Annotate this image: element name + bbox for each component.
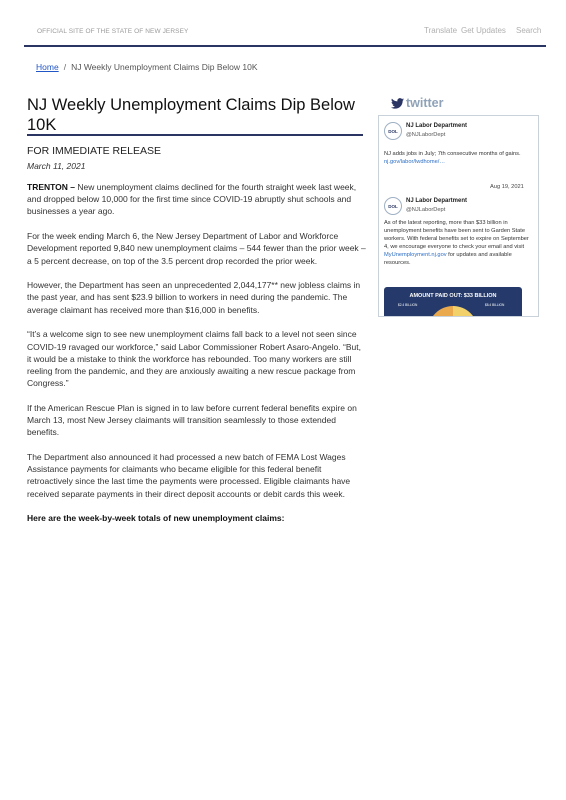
header-divider xyxy=(24,45,546,47)
twitter-header[interactable] xyxy=(391,96,444,110)
tweet-date[interactable]: Aug 19, 2021 xyxy=(490,184,524,190)
breadcrumb-separator: / xyxy=(63,62,67,72)
paragraph-3: However, the Department has seen an unprecedented 2,044,177** new jobless claims in the past year, and has sent $23.9 billion to workers in need during the pandemic. The average claimant has received more than $16,000 in benefits. xyxy=(27,280,361,315)
avatar[interactable]: DOL xyxy=(384,122,402,140)
tweet-text xyxy=(384,219,531,268)
page-title: NJ Weekly Unemployment Claims Dip Below 10K xyxy=(27,96,355,134)
tweet-link[interactable]: MyUnemployment.nj.gov xyxy=(384,252,447,259)
paragraph-5: If the American Rescue Plan is signed in to law before current federal benefits expire on March 13, most New Jersey claimants will transition seamlessly to those extended benefits. xyxy=(27,402,357,438)
tweet-author-name[interactable]: NJ Labor Department xyxy=(406,198,468,204)
release-date: March 11, 2021 xyxy=(27,161,86,171)
infographic-title: AMOUNT PAID OUT: $33 BILLION xyxy=(409,293,497,299)
paragraph-2: For the week ending March 6, the New Jersey Department of Labor and Workforce Development reported 9,840 new unemployment claims – 544 fewer than the prior week – a 5 percent decrease, on top of the 3.5 percent drop recorded the prior week. xyxy=(27,231,366,266)
infographic-pie-graphic xyxy=(428,306,478,317)
breadcrumb-home-link[interactable]: Home xyxy=(36,62,59,72)
infographic-right-label: $8.4 BILLION xyxy=(485,303,505,307)
tweet-author-name[interactable]: NJ Labor Department xyxy=(406,123,468,129)
infographic-left-label: $2.4 BILLION xyxy=(398,303,418,307)
tweet-link[interactable]: nj.gov/labor/lwdhome/… xyxy=(384,159,446,166)
title-divider xyxy=(27,134,363,136)
paragraph-4: “It’s a welcome sign to see new unemployment claims fall back to a level not seen since COVID-19 ravaged our workforce,” said Labor Commissioner Robert Asaro-Angelo. “But, it would be a mistake to think the workforce has rebounded. Too many workers are still reeling from the pandemic, and they are anxiously awaiting a new rescue package from Congress.” xyxy=(27,329,362,389)
paragraph-1-text: New unemployment claims declined for the fourth straight week last week, and dropped below 10,000 for the first time since COVID-19 abruptly shut schools and businesses a year ago. xyxy=(27,182,357,217)
site-header xyxy=(0,0,566,47)
tweet-infographic-image[interactable] xyxy=(384,287,522,317)
paragraph-6: The Department also announced it had processed a new batch of FEMA Lost Wages Assistance payments for claimants who became eligible for this federal benefit retroactively since the last time the payments were processed. Eligible claimants have received separate payments in their direct deposit accounts or debit cards this week. xyxy=(27,451,351,499)
tweet-text xyxy=(384,150,531,166)
search-link[interactable]: Search xyxy=(516,26,542,35)
official-site-label: OFFICIAL SITE OF THE STATE OF NEW JERSEY xyxy=(37,28,189,35)
twitter-label: twitter xyxy=(406,96,444,110)
twitter-feed[interactable] xyxy=(378,115,539,317)
tweet-author-handle[interactable]: @NJLaborDept xyxy=(406,207,446,213)
twitter-bird-icon xyxy=(391,98,404,109)
tweet-text-body: NJ adds jobs in July; 7th consecutive months of gains. xyxy=(384,151,521,157)
dateline: TRENTON – xyxy=(27,182,76,192)
article-body xyxy=(27,181,367,537)
breadcrumb xyxy=(36,62,258,72)
get-updates-link[interactable]: Get Updates xyxy=(461,26,506,35)
weekly-totals-heading: Here are the week-by-week totals of new unemployment claims: xyxy=(27,513,285,524)
tweet-text-body: As of the latest reporting, more than $33 billion in unemployment benefits have been sent to Garden State workers. With federal benefits set to expire on September 4, we encourage everyone to check your email and visit xyxy=(384,220,529,251)
tweet-author-handle[interactable]: @NJLaborDept xyxy=(406,132,446,138)
release-label: FOR IMMEDIATE RELEASE xyxy=(27,145,161,157)
translate-link[interactable]: Translate xyxy=(424,26,458,35)
breadcrumb-current: NJ Weekly Unemployment Claims Dip Below 10K xyxy=(71,62,258,72)
tweet-text-tail: for updates and available resources. xyxy=(384,252,512,267)
paragraph-1 xyxy=(27,181,367,218)
avatar[interactable]: DOL xyxy=(384,197,402,215)
